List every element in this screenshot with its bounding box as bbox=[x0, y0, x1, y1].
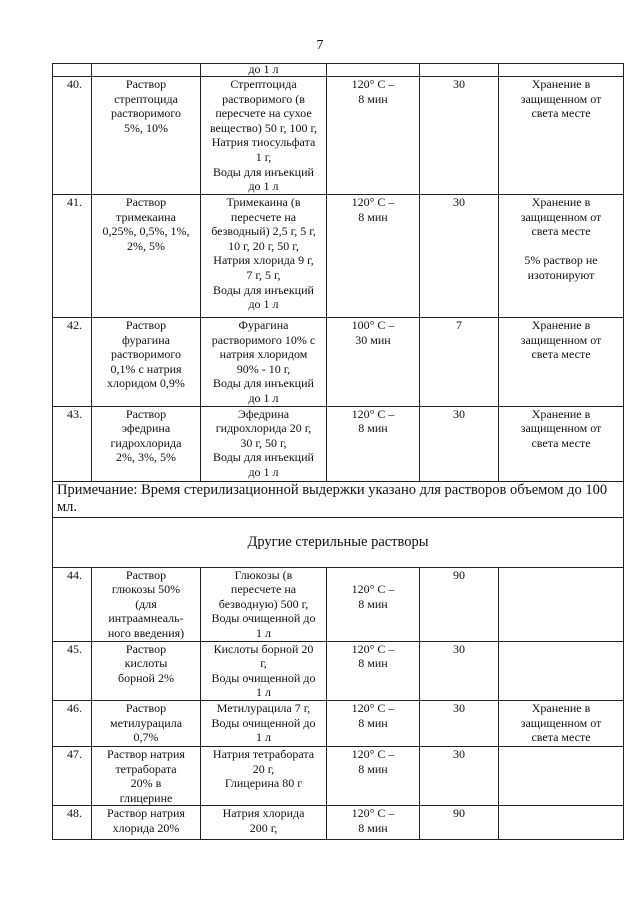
cell-line: 8 мин bbox=[358, 656, 388, 671]
cell-line: Раствор bbox=[125, 641, 167, 656]
cell-line: Натрия хлорида 9 г, bbox=[213, 253, 314, 268]
cell-line: Раствор bbox=[125, 195, 167, 209]
cell-line: света месте bbox=[531, 435, 591, 450]
cell-line: растворимого (в bbox=[222, 91, 305, 106]
solution-name bbox=[92, 318, 201, 407]
row-number: 40. bbox=[53, 77, 92, 195]
row-number: 43. bbox=[53, 406, 92, 481]
cell-line: до 1 л bbox=[248, 297, 279, 312]
solution-name bbox=[92, 700, 201, 746]
note-row bbox=[53, 481, 624, 517]
cell-line: натрия хлоридом bbox=[219, 347, 308, 362]
cell-line: 100° С – bbox=[351, 318, 395, 332]
cell-line: Раствор натрия bbox=[107, 806, 185, 821]
cell-line: тетрабората bbox=[115, 761, 177, 776]
shelf-life: 90 bbox=[420, 567, 499, 641]
sterilization-mode bbox=[327, 700, 420, 746]
sterilization-mode bbox=[327, 77, 420, 195]
cell-line: Воды очищенной до bbox=[211, 670, 316, 685]
composition bbox=[201, 406, 327, 481]
cell-line: Эфедрина bbox=[237, 406, 290, 421]
solution-name bbox=[92, 77, 201, 195]
cell-line: света месте bbox=[531, 347, 591, 362]
cell-line: безводный) 2,5 г, 5 г, bbox=[211, 224, 316, 239]
cell-line: защищенном от bbox=[520, 209, 602, 224]
cell-line: Воды для инъекций bbox=[213, 450, 314, 465]
row-number: 47. bbox=[53, 746, 92, 805]
cell-line: 20% в bbox=[130, 776, 162, 791]
cell-line: 2%, 3%, 5% bbox=[116, 450, 176, 465]
cell-line: 120° С – bbox=[351, 406, 395, 421]
table-row bbox=[53, 567, 624, 641]
cell-line: 120° С – bbox=[351, 77, 395, 91]
cell-line bbox=[501, 239, 621, 254]
sterilization-mode bbox=[327, 406, 420, 481]
storage-conditions bbox=[499, 641, 624, 700]
cell-line: Глицерина 80 г bbox=[224, 776, 303, 791]
cell-line: до 1 л bbox=[248, 179, 279, 194]
solution-name bbox=[92, 406, 201, 481]
composition bbox=[201, 195, 327, 318]
sterilization-mode bbox=[327, 567, 420, 641]
cell-line: Раствор натрия bbox=[107, 746, 185, 761]
sterilization-mode bbox=[327, 641, 420, 700]
storage-conditions bbox=[499, 406, 624, 481]
cell-line: света месте bbox=[531, 730, 591, 745]
cell-line: 200 г, bbox=[249, 820, 278, 835]
cell-line: пересчете на сухое bbox=[215, 106, 312, 121]
cell-line: Раствор bbox=[125, 567, 167, 582]
storage-conditions bbox=[499, 77, 624, 195]
shelf-life: 30 bbox=[420, 641, 499, 700]
row-number: 44. bbox=[53, 567, 92, 641]
cell-line: Раствор bbox=[125, 700, 167, 715]
cell-line: Хранение в bbox=[531, 700, 591, 715]
table-row bbox=[53, 641, 624, 700]
cell-line: растворимого bbox=[110, 106, 182, 121]
cell-line: 30 г, 50 г, bbox=[240, 435, 287, 450]
cell-line: пересчете на bbox=[230, 582, 297, 597]
note-text: Примечание: Время стерилизационной выдержки указано для растворов объемом до 100 мл. bbox=[53, 481, 624, 517]
shelf-life: 7 bbox=[420, 318, 499, 407]
table-row bbox=[53, 746, 624, 805]
cell-line: 120° С – bbox=[351, 806, 395, 821]
solution-name bbox=[92, 641, 201, 700]
storage-conditions bbox=[499, 567, 624, 641]
cell-line: 0,7% bbox=[133, 730, 159, 745]
cell-line: Воды для инъекций bbox=[213, 282, 314, 297]
cell-line: безводную) 500 г, bbox=[218, 596, 309, 611]
cell-line: 120° С – bbox=[351, 700, 395, 715]
sterilization-table bbox=[52, 63, 624, 840]
storage-conditions bbox=[499, 700, 624, 746]
cell-line: (для bbox=[135, 596, 157, 611]
composition bbox=[201, 641, 327, 700]
cell-line: Хранение в bbox=[531, 195, 591, 209]
cell-line: ного введения) bbox=[107, 625, 185, 640]
cell-line: 2%, 5% bbox=[127, 238, 165, 253]
cell-line: растворимого 10% с bbox=[211, 332, 316, 347]
composition bbox=[201, 77, 327, 195]
cell-line: пересчете на bbox=[230, 209, 297, 224]
cell-line: до 1 л bbox=[248, 464, 279, 479]
cell-line: защищенном от bbox=[520, 332, 602, 347]
cell-line: 7 г, 5 г, bbox=[246, 267, 281, 282]
cell-line: Воды для инъекций bbox=[213, 164, 314, 179]
row-number: 48. bbox=[53, 806, 92, 840]
cell-line: 120° С – bbox=[351, 582, 395, 597]
cell-line: Раствор bbox=[125, 318, 167, 332]
cell-line: кислоты bbox=[124, 656, 168, 671]
cell-line: растворимого bbox=[110, 347, 182, 362]
cell-line: 90% - 10 г, bbox=[236, 361, 291, 376]
cell-line: 5%, 10% bbox=[124, 120, 168, 135]
cell-line: 20 г, bbox=[252, 761, 275, 776]
storage-conditions bbox=[499, 746, 624, 805]
table-row bbox=[53, 318, 624, 407]
composition bbox=[201, 567, 327, 641]
table-row bbox=[53, 77, 624, 195]
cell-line: Хранение в bbox=[531, 77, 591, 91]
cell-line: до 1 л bbox=[248, 390, 279, 405]
shelf-life: 30 bbox=[420, 746, 499, 805]
cell-line: 0,25%, 0,5%, 1%, bbox=[102, 224, 190, 239]
cell-line: метилурацила bbox=[109, 715, 183, 730]
row-number: 45. bbox=[53, 641, 92, 700]
cell-line: гидрохлорида 20 г, bbox=[215, 421, 312, 436]
table-row-continuation bbox=[53, 64, 624, 77]
cell-line: тримекаина bbox=[116, 209, 176, 224]
composition bbox=[201, 806, 327, 840]
cell-line: вещество) 50 г, 100 г, bbox=[209, 120, 318, 135]
cell-line: 1 г, bbox=[255, 149, 272, 164]
cell-line: Стрептоцида bbox=[230, 77, 297, 91]
cell-line: защищенном от bbox=[520, 715, 602, 730]
cell-line: 8 мин bbox=[358, 91, 388, 106]
shelf-life: 30 bbox=[420, 195, 499, 318]
cell-line: 5% раствор не bbox=[524, 253, 598, 268]
storage-conditions bbox=[499, 318, 624, 407]
page-number: 7 bbox=[316, 38, 324, 53]
sterilization-mode bbox=[327, 195, 420, 318]
cell-line: Натрия тетрабората bbox=[212, 746, 315, 761]
cell-line: Хранение в bbox=[531, 318, 591, 332]
row-number: 46. bbox=[53, 700, 92, 746]
cell-line: 10 г, 20 г, 50 г, bbox=[228, 238, 299, 253]
table-row bbox=[53, 195, 624, 318]
cell-line: света месте bbox=[531, 224, 591, 239]
cell-line: Раствор bbox=[125, 406, 167, 421]
cell-line: Натрия хлорида bbox=[222, 806, 305, 821]
cell-line: 1 л bbox=[256, 625, 271, 640]
cell-line: Метилурацила 7 г, bbox=[216, 700, 311, 715]
cell-line: г, bbox=[260, 656, 267, 671]
cell-line: 120° С – bbox=[351, 195, 395, 209]
cell-line: Натрия тиосульфата bbox=[211, 135, 316, 150]
cell-line: света месте bbox=[531, 106, 591, 121]
cell-line: борной 2% bbox=[118, 670, 174, 685]
cell-line: 0,1% с натрия bbox=[110, 361, 182, 376]
cell-line: хлоридом 0,9% bbox=[107, 376, 185, 391]
cell-line: Глюкозы (в bbox=[234, 567, 293, 582]
cell-line: 8 мин bbox=[358, 761, 388, 776]
cell-line: изотонируют bbox=[527, 267, 595, 282]
cell-line: 8 мин bbox=[358, 209, 388, 224]
cell-line: Воды очищенной до bbox=[211, 715, 316, 730]
composition bbox=[201, 746, 327, 805]
cell-line: 1 л bbox=[256, 685, 271, 700]
cell-line: 30 мин bbox=[355, 332, 391, 347]
solution-name bbox=[92, 567, 201, 641]
cell-line: Хранение в bbox=[531, 406, 591, 421]
sterilization-mode bbox=[327, 806, 420, 840]
cell-line: 120° С – bbox=[351, 746, 395, 761]
cell-line: 8 мин bbox=[358, 715, 388, 730]
solution-name bbox=[92, 746, 201, 805]
table-row bbox=[53, 806, 624, 840]
cell-line: 8 мин bbox=[358, 421, 388, 436]
storage-conditions bbox=[499, 195, 624, 318]
shelf-life: 30 bbox=[420, 406, 499, 481]
cell-line: Воды для инъекций bbox=[213, 376, 314, 391]
composition-cell: до 1 л bbox=[201, 64, 327, 77]
cell-line: стрептоцида bbox=[114, 91, 178, 106]
cell-line: Раствор bbox=[125, 77, 167, 91]
cell-line: интраамнеаль- bbox=[108, 611, 184, 626]
cell-line: эфедрина bbox=[121, 421, 171, 436]
sterilization-mode bbox=[327, 746, 420, 805]
cell-line: защищенном от bbox=[520, 91, 602, 106]
table-row bbox=[53, 406, 624, 481]
storage-conditions bbox=[499, 806, 624, 840]
sterilization-mode bbox=[327, 318, 420, 407]
table-row bbox=[53, 700, 624, 746]
section-header-row bbox=[53, 517, 624, 567]
cell-line: 120° С – bbox=[351, 641, 395, 656]
solution-name bbox=[92, 195, 201, 318]
cell-line: фурагина bbox=[122, 332, 170, 347]
cell-line: Фурагина bbox=[238, 318, 289, 332]
cell-line: Тримекаина (в bbox=[226, 195, 301, 209]
cell-line: хлорида 20% bbox=[112, 820, 180, 835]
solution-name bbox=[92, 806, 201, 840]
cell-line: гидрохлорида bbox=[110, 435, 182, 450]
cell-line: глюкозы 50% bbox=[111, 582, 181, 597]
row-number: 41. bbox=[53, 195, 92, 318]
shelf-life: 30 bbox=[420, 700, 499, 746]
shelf-life: 30 bbox=[420, 77, 499, 195]
cell-line: 8 мин bbox=[358, 596, 388, 611]
cell-line: 1 л bbox=[256, 730, 271, 745]
cell-line bbox=[329, 568, 417, 583]
composition bbox=[201, 318, 327, 407]
section-title: Другие стерильные растворы bbox=[53, 517, 624, 567]
cell-line: защищенном от bbox=[520, 421, 602, 436]
cell-line: Воды очищенной до bbox=[211, 611, 316, 626]
cell-line: 8 мин bbox=[358, 820, 388, 835]
shelf-life: 90 bbox=[420, 806, 499, 840]
cell-line: глицерине bbox=[119, 790, 173, 805]
composition bbox=[201, 700, 327, 746]
row-number: 42. bbox=[53, 318, 92, 407]
cell-line: Кислоты борной 20 bbox=[213, 641, 314, 656]
